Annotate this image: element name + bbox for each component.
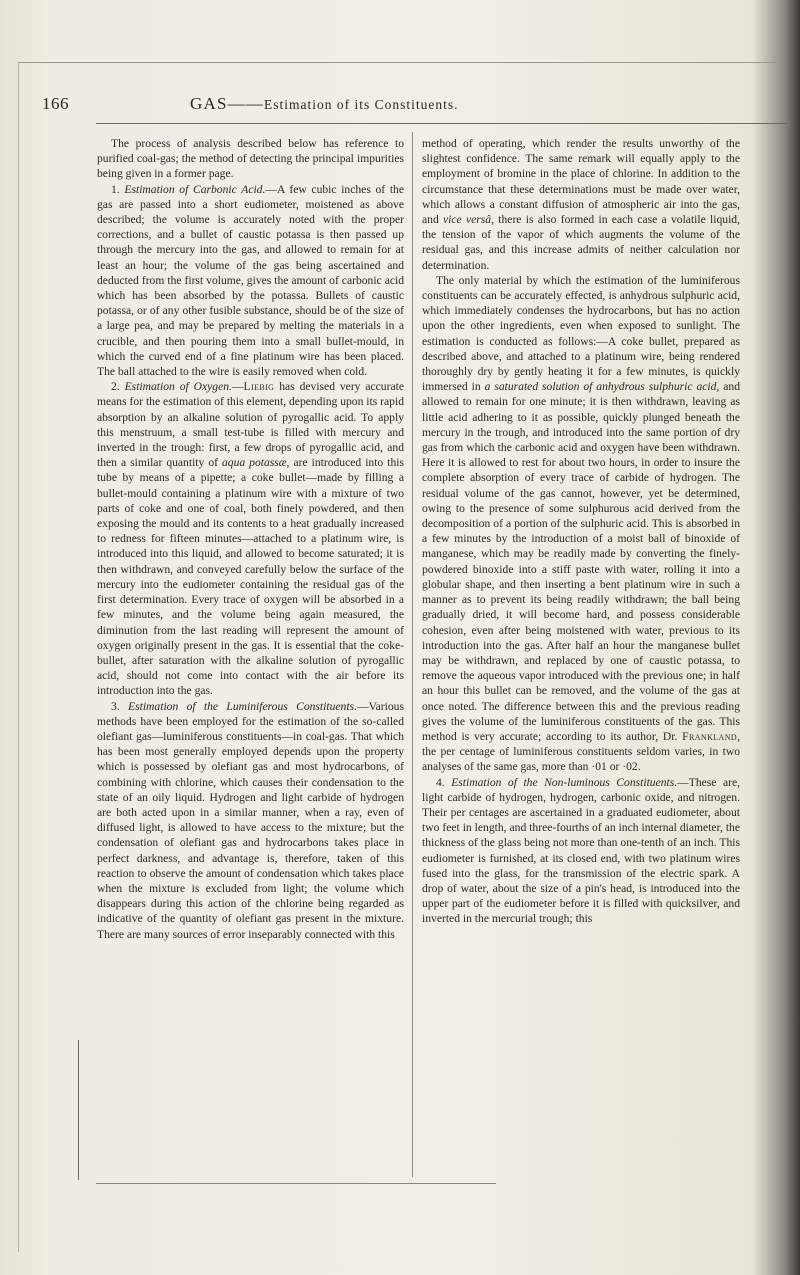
header-rule [96,123,786,124]
column-divider [412,132,413,1177]
running-title-rest: Estimation of its Constituents. [264,97,459,112]
running-title-gas: GAS [190,94,228,113]
section-number: 3. [111,699,120,713]
section-number: 4. [436,775,445,789]
page-frame-top [18,62,778,63]
running-header [42,92,762,118]
section-body-cont: , are introduced into this tube by means of a pipette; a coke bullet—made by filling a bullet-mould containing a platinum wire with a mixture of two parts of coke and one of coal, both finely powdered, and then exposing the mould and its contents to a heat gradually increased to redness for fifteen minutes—attached to a platinum wire, is introduced into this liquid, and allowed to become saturated; it is then withdrawn, and conveyed carefully below the surface of the mercury into the eudiometer containing the residual gas of the first determination. Every trace of oxygen will be absorbed in a few minutes, and the volume being again measured, the diminution from the last reading will represent the amount of oxygen originally present in the gas. It is essential that the coke-bullet, after saturation with the alkaline solution of pyrogallic acid, should not come into contact with the air before its introduction into the gas. [97,456,404,698]
italic-term: a saturated solution of anhydrous sulphuric acid [484,380,717,394]
section-body: has devised very accurate means for the estimation of this element, depending upon its rapid absorption by an alkaline solution of pyrogallic acid. To apply this menstruum, a small test-tube is filled with mercury and inverted in the trough: first, a few drops of pyrogallic acid, and then a similar quantity of [97,380,404,470]
section-luminiferous [97,699,404,942]
section-heading: Estimation of Oxygen. [124,380,232,394]
em-dash: — [231,380,244,394]
section-oxygen [97,379,404,698]
margin-bracket [78,1040,79,1180]
section-heading: Estimation of the Luminiferous Constituents. [128,699,357,713]
intro-paragraph: The process of analysis described below has reference to purified coal-gas; the method of detecting the principal impurities being given in a former page. [97,137,404,181]
author-name: Frankland [682,729,738,743]
section-body: —These are, light carbide of hydrogen, hydrogen, carbonic oxide, and nitrogen. Their per centages are ascertained in a graduated eudiometer, about two feet in length, and three-fourths of an inch internal diameter, the thickness of the glass being not more than one-tenth of an inch. This eudiometer is furnished, at its closed end, with two platinum wires fused into the glass, for the transmission of the electric spark. A drop of water, about the size of a pin's head, is introduced into the upper part of the eudiometer before it is filled with quicksilver, and inverted in the mercurial trough; this [422,775,740,926]
italic-term: vice versâ [443,213,492,227]
continued-paragraph [422,136,740,273]
page-frame-left [18,62,19,1252]
author-name: Liebig [243,380,275,394]
paragraph-text-end: , the per centage of luminiferous constituents seldom varies, in two analyses of the same gas, more than ·01 or ·02. [422,729,740,774]
italic-term: aqua potassæ [221,456,287,470]
running-title-dash: —— [227,94,265,113]
section-body: —A few cubic inches of the gas are passed into a short eudiometer, moistened as above described; the volume is accurately noted with the proper corrections, and a bullet of caustic potassa is then passed up through the mercury into the gas, and allowed to remain for at least an hour; the volume of the gas being ascertained and deducted from the first volume, gives the amount of carbonic acid which has been absorbed by the potassa. Bullets of caustic potassa, or of any other fusible substance, should be of the size of a large pea, and may be prepared by melting the materials in a crucible, and then pouring them into a small bullet-mould, in which the curved end of a fine platinum wire has been placed. The ball attached to the wire is easily removed when cold. [97,182,404,379]
paragraph-text: The only material by which the estimation of the luminiferous constituents can be accurately effected, is anhydrous sulphuric acid, which immediately condenses the hydrocarbons, but has no action upon the other ingredients, even when exposed to sunlight. The estimation is conducted as follows:—A coke bullet, prepared as described above, and attached to a platinum wire, being rendered thoroughly dry by gently heating it for a few minutes, is quickly immersed in [422,273,740,394]
section-number: 1. [111,182,120,196]
section-number: 2. [111,380,120,394]
paragraph-text-cont: , and allowed to remain for one minute; it is then withdrawn, leaving as little acid adhering to it as possible, quickly plunged beneath the mercury in the trough, and introduced into the same portion of dry gas from which the carbonic acid and oxygen have been withdrawn. Here it is allowed to rest for about two hours, in order to insure the complete absorption of every trace of carbide of hydrogen. The residual volume of the gas cannot, however, yet be determined, owing to the presence of some sulphurous acid derived from the decomposition of a portion of the sulphuric acid. This is absorbed in a few minutes by the introduction of a moist ball of binoxide of manganese, which may be readily made by converting the finely-powdered binoxide into a stiff paste with water, rolling it into a globular shape, and then inserting a bent platinum wire in such a manner as to prevent its being readily withdrawn; the ball being gradually dried, it will become hard, and possess considerable cohesion, even after being moistened with water, previous to its introduction into the gas. After half an hour the manganese bullet may be withdrawn, and replaced by one of caustic potassa, to remove the aqueous vapor introduced with the previous one; in half an hour this bullet can be removed, and the volume of the gas at once noted. The difference between this and the previous reading gives the volume of the luminiferous constituents of the gas. This method is very accurate; according to its author, Dr. [422,380,740,743]
right-column [422,136,740,927]
page-number: 166 [42,94,69,113]
left-column [97,136,404,942]
paragraph-text: method of operating, which render the results unworthy of the slightest confidence. The same remark will equally apply to the employment of bromine in the place of chlorine. In addition to the circumstance that these determinations must be made over water, which allows a constant diffusion of atmospheric air into the gas, and [422,137,740,227]
section-heading: Estimation of the Non-luminous Constituents. [451,775,678,789]
bottom-rule [96,1183,496,1184]
section-heading: Estimation of Carbonic Acid. [124,182,266,196]
section-carbonic-acid [97,182,404,380]
section-body: —Various methods have been employed for the estimation of the so-called olefiant gas—luminiferous constituents—in coal-gas. That which has been most generally employed depends upon the property which is possessed by olefiant gas and most hydrocarbons, of combining with chlorine, which causes their condensation to the state of an oily liquid. Hydrogen and light carbide of hydrogen are both acted upon in a similar manner, when a ray, even of diffused light, is allowed to have access to the mixture; but the condensation of olefiant gas and hydrocarbons takes place in perfect darkness, and advantage is, therefore, taken of this reaction to observe the amount of condensation which takes place when the mixture is excluded from light; the volume which disappears during this action of the chlorine being regarded as indicative of the quantity of olefiant gas present in the mixture. There are many sources of error inseparably connected with this [97,699,404,941]
paragraph-sulphuric-method [422,273,740,775]
section-non-luminous [422,775,740,927]
paragraph-text-cont: , there is also formed in each case a volatile liquid, the tension of the vapor of which augments the volume of the residual gas, and this increase admits of neither calculation nor determination. [422,213,740,272]
running-title [190,94,459,114]
